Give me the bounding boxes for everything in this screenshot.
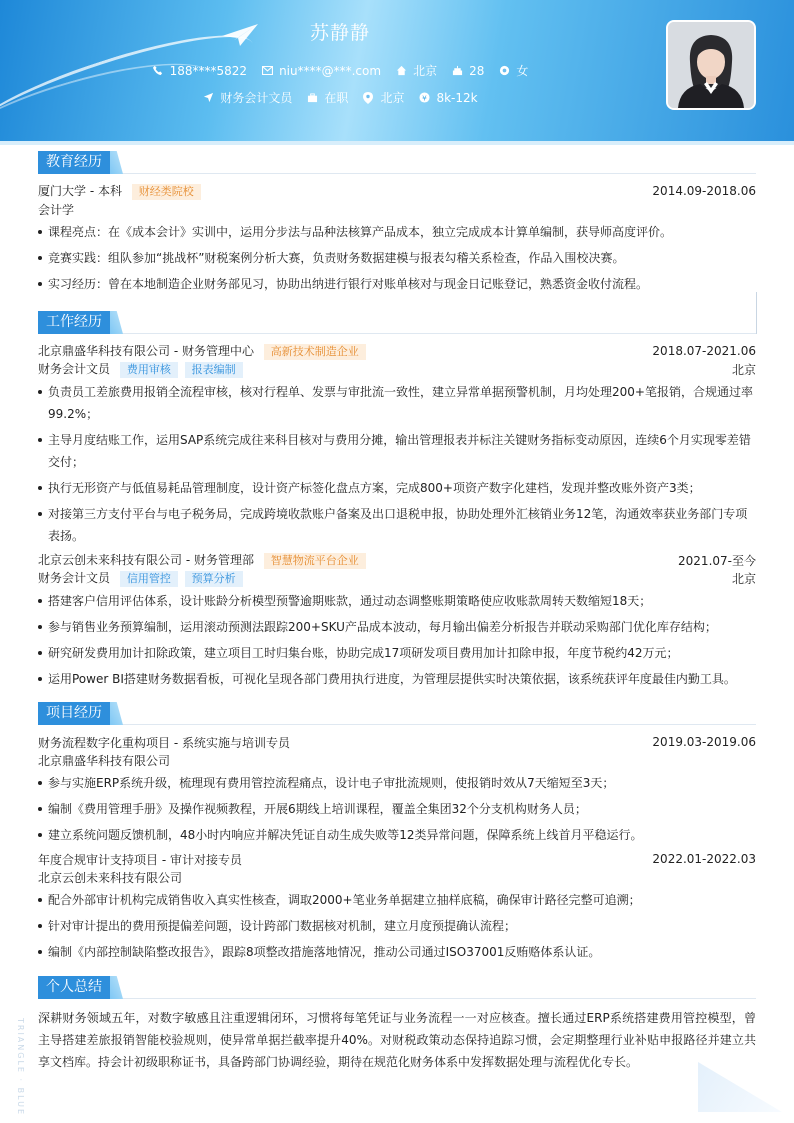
work-bullets (38, 590, 756, 690)
project-company: 北京云创未来科技有限公司 (38, 870, 183, 885)
list-item: 负责员工差旅费用报销全流程审核，核对行程单、发票与审批流一致性，建立异常单据预警机制，月均处理200+笔报销，合规通过率99.2%； (38, 381, 756, 425)
job-city: 北京 (731, 362, 756, 377)
age-info (451, 64, 484, 78)
job-intention-row (0, 89, 680, 106)
period: 2014.09-2018.06 (652, 184, 756, 198)
work-entry-header (38, 342, 756, 360)
contact-info-row (0, 62, 680, 79)
period: 2022.01-2022.03 (652, 852, 756, 866)
list-item: 竞赛实践：组队参加“挑战杯”财税案例分析大赛，负责财务数据建模与报表勾稽关系检查，作品入围校决赛。 (38, 247, 756, 269)
heading-rule (38, 333, 756, 334)
project-bullets (38, 772, 756, 846)
salary-value: 8k-12k (436, 90, 478, 105)
gender-value: 女 (516, 64, 529, 78)
money-icon (418, 92, 430, 104)
list-item: 参与实施ERP系统升级，梳理现有费用管控流程痛点，设计电子审批流规则，使报销时效从7天缩短至3天； (38, 772, 756, 794)
project-name: 财务流程数字化重构项目 - 系统实施与培训专员 (38, 735, 290, 750)
section-heading (38, 975, 756, 999)
major: 会计学 (38, 202, 75, 217)
heading-rule (38, 998, 756, 999)
skill-tag: 费用审核 (120, 362, 178, 378)
list-item: 执行无形资产与低值易耗品管理制度，设计资产标签化盘点方案，完成800+项资产数字化建档，发现并整改账外资产3类； (38, 477, 756, 499)
skill-tag: 信用管控 (120, 571, 178, 587)
period: 2019.03-2019.06 (652, 735, 756, 749)
status-info (306, 89, 348, 106)
watermark-text: TRIANGLE · BLUE (16, 1018, 25, 1117)
project-bullets (38, 889, 756, 963)
period: 2021.07-至今 (678, 553, 756, 568)
project-entry-header (38, 733, 756, 751)
section-heading (38, 310, 756, 334)
section-title: 教育经历 (38, 151, 110, 174)
period: 2018.07-2021.06 (652, 344, 756, 358)
target-city-value: 北京 (380, 91, 405, 105)
home-icon (395, 65, 407, 77)
work-entry-sub (38, 360, 756, 378)
briefcase-icon (306, 92, 318, 104)
job-city: 北京 (731, 571, 756, 586)
email-icon (261, 65, 273, 77)
skill-tag: 预算分析 (185, 571, 243, 587)
section-title: 项目经历 (38, 702, 110, 725)
section-title: 工作经历 (38, 311, 110, 334)
heading-accent-decoration (109, 976, 123, 999)
section-heading (38, 701, 756, 725)
heading-rule (38, 724, 756, 725)
position-value: 财务会计文员 (220, 91, 293, 105)
company-tag: 高新技术制造企业 (264, 344, 366, 360)
avatar (666, 20, 756, 110)
email-address: niu****@***.com (279, 63, 382, 78)
list-item: 运用Power BI搭建财务数据看板，可视化呈现各部门费用执行进度，为管理层提供实时决策依据，该系统获评年度最佳内勤工具。 (38, 668, 756, 690)
work-entry-header (38, 551, 756, 569)
list-item: 研究研发费用加计扣除政策，建立项目工时归集台账，协助完成17项研发项目费用加计扣除申报，年度节税约42万元； (38, 642, 756, 664)
cake-icon (451, 65, 463, 77)
job-role: 财务会计文员 (38, 571, 111, 585)
gender-icon (498, 65, 510, 77)
heading-accent-decoration (109, 702, 123, 725)
heading-accent-decoration (109, 151, 123, 174)
salary-info (418, 91, 477, 105)
list-item: 编制《费用管理手册》及操作视频教程，开展6期线上培训课程，覆盖全集团32个分支机构财务人员； (38, 798, 756, 820)
divider-line (756, 292, 757, 334)
header-divider (0, 141, 794, 145)
list-item: 搭建客户信用评估体系，设计账龄分析模型预警逾期账款，通过动态调整账期策略使应收账款周转天数缩短18天； (38, 590, 756, 612)
projects-section (38, 701, 756, 967)
phone-number: 188****5822 (169, 63, 248, 78)
project-entry-header (38, 850, 756, 868)
work-section (38, 310, 756, 694)
svg-text:¥: ¥ (422, 93, 427, 103)
resume-header (0, 0, 794, 141)
portrait-image (668, 22, 754, 108)
location-info (395, 62, 437, 79)
phone-info (152, 64, 247, 78)
section-heading (38, 150, 756, 174)
summary-text: 深耕财务领域五年，对数字敏感且注重逻辑闭环，习惯将每笔凭证与业务流程一一对应核查。擅长通过ERP系统搭建费用管控模型，曾主导搭建差旅报销智能校验规则，使异常单据拦截率提升40%。对财税政策动态保持追踪习惯，会定期整理行业补贴申报路径并建立共享文档库。持会计初级职称证书，具备跨部门协调经验，期待在规范化财务体系中发挥数据处理与流程优化专长。 (38, 1011, 756, 1069)
target-city-info (362, 89, 404, 106)
education-section (38, 150, 756, 299)
project-name: 年度合规审计支持项目 - 审计对接专员 (38, 852, 242, 867)
list-item: 针对审计提出的费用预提偏差问题，设计跨部门数据核对机制，建立月度预提确认流程； (38, 915, 756, 937)
list-item: 编制《内部控制缺陷整改报告》，跟踪8项整改措施落地情况，推动公司通过ISO37001反贿赂体系认证。 (38, 941, 756, 963)
work-entry-sub (38, 569, 756, 587)
phone-icon (152, 65, 164, 77)
summary-section (38, 975, 756, 1073)
list-item: 参与销售业务预算编制，运用滚动预测法跟踪200+SKU产品成本波动，每月输出偏差分析报告并联动采购部门优化库存结构； (38, 616, 756, 638)
education-entry-sub (38, 200, 756, 218)
list-item: 对接第三方支付平台与电子税务局，完成跨境收款账户备案及出口退税申报，协助处理外汇核销业务12笔，沟通效率获业务部门专项表扬。 (38, 503, 756, 547)
map-pin-icon (362, 92, 374, 104)
school-name: 厦门大学 - 本科 (38, 184, 122, 198)
email-info (261, 64, 381, 78)
location-value: 北京 (413, 64, 438, 78)
list-item: 建立系统问题反馈机制，48小时内响应并解决凭证自动生成失败等12类异常问题，保障系统上线首月平稳运行。 (38, 824, 756, 846)
company-tag: 智慧物流平台企业 (264, 553, 366, 569)
company-name: 北京鼎盛华科技有限公司 - 财务管理中心 (38, 344, 254, 358)
status-value: 在职 (324, 91, 349, 105)
company-name: 北京云创未来科技有限公司 - 财务管理部 (38, 553, 254, 567)
position-info (202, 89, 292, 106)
list-item: 主导月度结账工作，运用SAP系统完成往来科目核对与费用分摊，输出管理报表并标注关键财务指标变动原因，连续6个月实现零差错交付； (38, 429, 756, 473)
skill-tag: 报表编制 (185, 362, 243, 378)
school-tag: 财经类院校 (132, 184, 201, 200)
candidate-name: 苏静静 (309, 22, 370, 44)
heading-accent-decoration (109, 311, 123, 334)
heading-rule (38, 173, 756, 174)
project-entry-sub (38, 868, 756, 886)
education-entry-header (38, 182, 756, 200)
project-company: 北京鼎盛华科技有限公司 (38, 753, 171, 768)
section-title: 个人总结 (38, 976, 110, 999)
work-bullets (38, 381, 756, 547)
education-bullets (38, 221, 756, 295)
list-item: 实习经历：曾在本地制造企业财务部见习，协助出纳进行银行对账单核对与现金日记账登记，熟悉资金收付流程。 (38, 273, 756, 295)
job-role: 财务会计文员 (38, 362, 111, 376)
list-item: 配合外部审计机构完成销售收入真实性核查，调取2000+笔业务单据建立抽样底稿，确保审计路径完整可追溯； (38, 889, 756, 911)
list-item: 课程亮点：在《成本会计》实训中，运用分步法与品种法核算产品成本，独立完成成本计算单编制，获导师高度评价。 (38, 221, 756, 243)
gender-info (498, 62, 528, 79)
age-value: 28 (469, 63, 485, 78)
send-icon (202, 92, 214, 104)
project-entry-sub (38, 751, 756, 769)
